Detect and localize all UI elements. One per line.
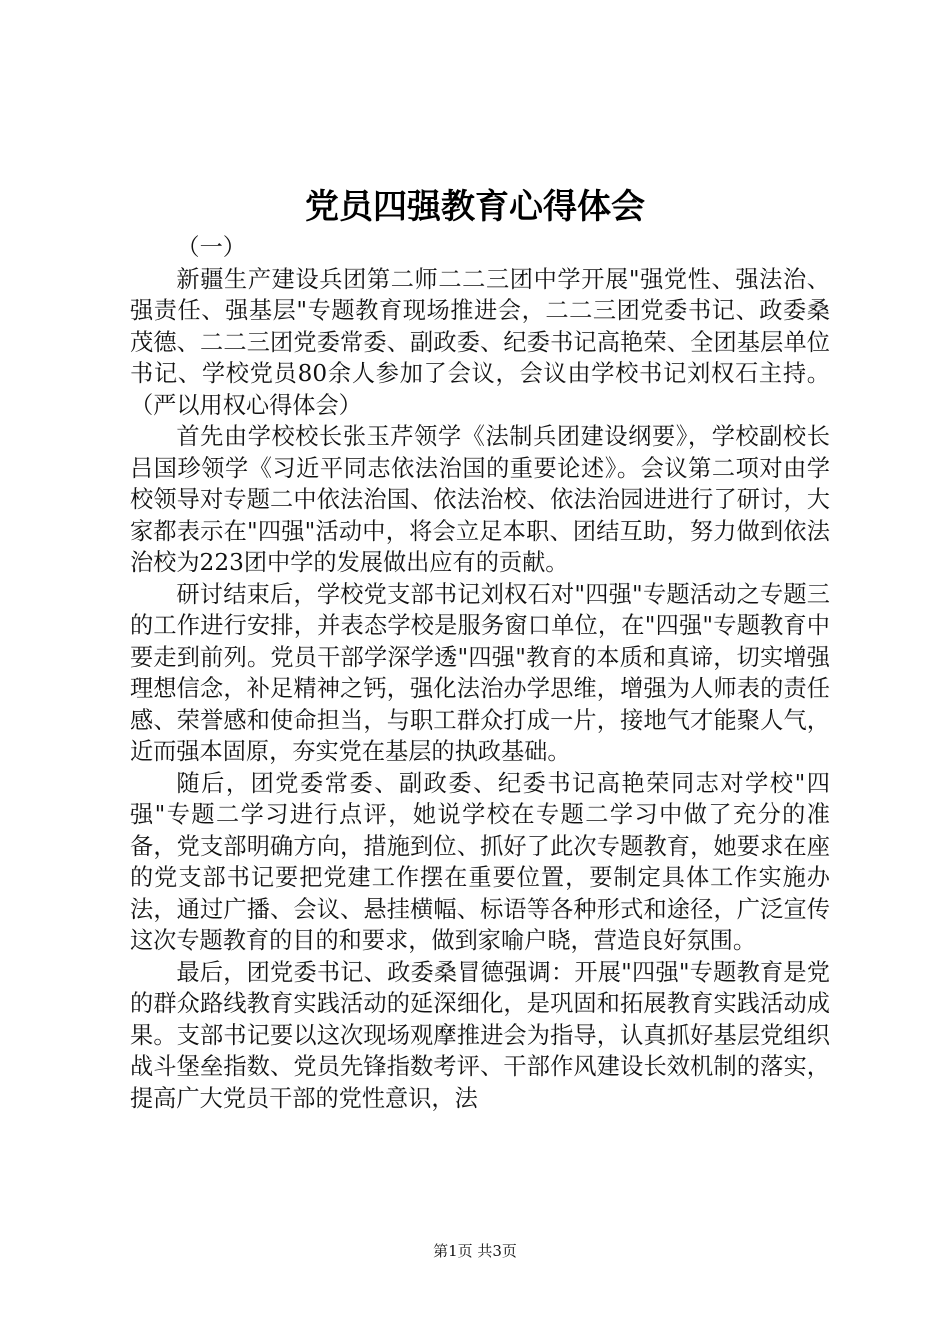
page-footer: 第1页 共3页 xyxy=(433,1242,517,1260)
paragraph-3: 研讨结束后，学校党支部书记刘权石对"四强"专题活动之专题三的工作进行安排，并表态学校是服务窗口单位，在"四强"专题教育中要走到前列。党员干部学深学透"四强"教育的本质和真谛，切实增强理想信念，补足精神之钙，强化法治办学思维，增强为人师表的责任感、荣誉感和使命担当，与职工群众打成一片，接地气才能聚人气，近而强本固原，夯实党在基层的执政基础。 xyxy=(130,580,830,765)
paragraph-2: 首先由学校校长张玉芹领学《法制兵团建设纲要》，学校副校长吕国珍领学《习近平同志依法治国的重要论述》。会议第二项对由学校领导对专题二中依法治国、依法治校、依法治园进进行了研讨，大家都表示在"四强"活动中，将会立足本职、团结互助，努力做到依法治校为223团中学的发展做出应有的贡献。 xyxy=(130,423,830,576)
section-heading: （一） xyxy=(176,234,246,261)
document-title: 党员四强教育心得体会 xyxy=(305,187,645,227)
paragraph-4: 随后，团党委常委、副政委、纪委书记高艳荣同志对学校"四强"专题二学习进行点评，她说学校在专题二学习中做了充分的准备，党支部明确方向，措施到位、抓好了此次专题教育，她要求在座的党支部书记要把党建工作摆在重要位置，要制定具体工作实施办法，通过广播、会议、悬挂横幅、标语等各种形式和途径，广泛宣传这次专题教育的目的和要求，做到家喻户晓，营造良好氛围。 xyxy=(130,769,830,954)
paragraph-5: 最后，团党委书记、政委桑冒德强调：开展"四强"专题教育是党的群众路线教育实践活动的延深细化，是巩固和拓展教育实践活动成果。支部书记要以这次现场观摩推进会为指导，认真抓好基层党组织战斗堡垒指数、党员先锋指数考评、干部作风建设长效机制的落实，提高广大党员干部的党性意识，法 xyxy=(130,958,830,1112)
document-body xyxy=(130,232,830,1114)
paragraph-1: 新疆生产建设兵团第二师二二三团中学开展"强党性、强法治、强责任、强基层"专题教育现场推进会，二二三团党委书记、政委桑茂德、二二三团党委常委、副政委、纪委书记高艳荣、全团基层单位书记、学校党员80余人参加了会议，会议由学校书记刘权石主持。（严以用权心得体会） xyxy=(130,265,830,419)
